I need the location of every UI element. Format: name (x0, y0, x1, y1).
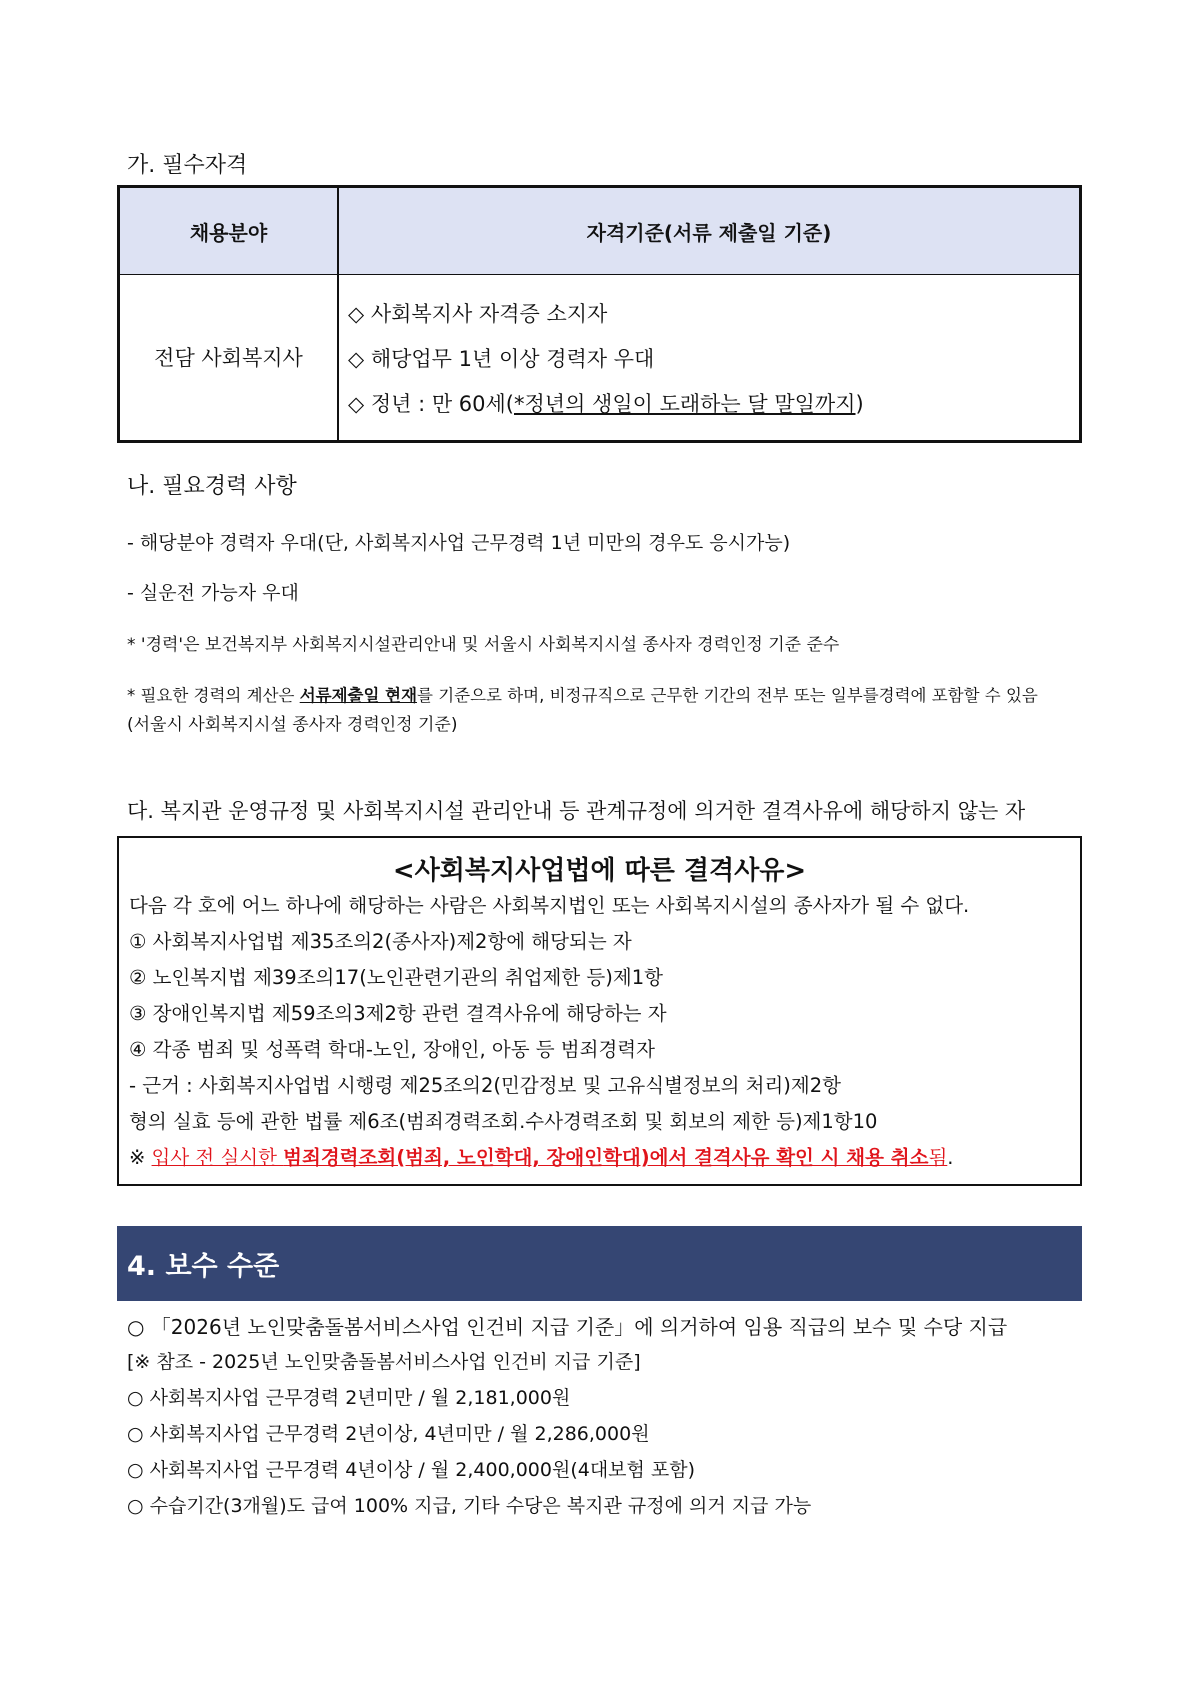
section-4-title: 4. 보수 수준 (127, 1251, 280, 1282)
disq-line: ③ 장애인복지법 제59조의3제2항 관련 결격사유에 해당하는 자 (129, 1002, 667, 1025)
disqualification-box (117, 836, 1082, 1186)
career-item: - 해당분야 경력자 우대(단, 사회복지사업 근무경력 1년 미만의 경우도 응시가능) (127, 532, 791, 554)
pay-line: ○ 사회복지사업 근무경력 4년이상 / 월 2,400,000원(4대보험 포함) (127, 1459, 696, 1481)
note2-suffix: 를 기준으로 하며, 비정규직으로 근무한 기간의 전부 또는 일부를경력에 포함할 수 있음 (417, 686, 1038, 705)
pay-line: ○ 사회복지사업 근무경력 2년이상, 4년미만 / 월 2,286,000원 (127, 1423, 650, 1445)
warn-plain: 입사 전 실시한 (151, 1146, 284, 1169)
section-da-title: 다. 복지관 운영규정 및 사회복지시설 관리안내 등 관계규정에 의거한 결격사유에 해당하지 않는 자 (127, 799, 1026, 823)
pay-line: ○ 수습기간(3개월)도 급여 100% 지급, 기타 수당은 복지관 규정에 의거 지급 가능 (127, 1495, 812, 1517)
disqualification-title: <사회복지사업법에 따른 결격사유> (392, 856, 807, 886)
disq-line: 형의 실효 등에 관한 법률 제6조(범죄경력조회.수사경력조회 및 회보의 제한 등)제1항10 (129, 1110, 878, 1133)
warn-end: 됨 (928, 1146, 948, 1169)
pay-line: [※ 참조 - 2025년 노인맞춤돌봄서비스사업 인건비 지급 기준] (127, 1351, 641, 1373)
pay-line: ○ 「2026년 노인맞춤돌봄서비스사업 인건비 지급 기준」에 의거하여 임용 직급의 보수 및 수당 지급 (127, 1315, 1008, 1339)
warn-bold: 범죄경력조회(범죄, 노인학대, 장애인학대)에서 결격사유 확인 시 채용 취소 (283, 1146, 929, 1169)
disq-warning (129, 1142, 954, 1170)
section-ga-title: 가. 필수자격 (127, 153, 248, 178)
section-na-title: 나. 필요경력 사항 (127, 474, 297, 499)
criteria-age-note: *정년의 생일이 도래하는 달 말일까지 (514, 392, 856, 416)
table-header-criteria: 자격기준(서류 제출일 기준) (586, 220, 832, 245)
career-item: - 실운전 가능자 우대 (127, 582, 299, 604)
career-note: * '경력'은 보건복지부 사회복지시설관리안내 및 서울시 사회복지시설 종사자 경력인정 기준 준수 (127, 635, 840, 655)
note2-emphasis: 서류제출일 현재 (299, 686, 418, 705)
career-note (127, 682, 1038, 706)
criteria-age-suffix: ) (855, 392, 864, 416)
section-4-header (117, 1226, 1082, 1301)
criteria-age-prefix: ◇ 정년 : 만 60세( (348, 392, 514, 416)
disq-line: - 근거 : 사회복지사업법 시행령 제25조의2(민감정보 및 고유식별정보의 처리)제2항 (129, 1074, 841, 1097)
warn-mark: ※ (129, 1146, 152, 1169)
criteria-item: ◇ 해당업무 1년 이상 경력자 우대 (348, 347, 655, 371)
criteria-item-age (348, 388, 864, 418)
disq-line: 다음 각 호에 어느 하나에 해당하는 사람은 사회복지법인 또는 사회복지시설의 종사자가 될 수 없다. (129, 894, 970, 917)
disq-line: ④ 각종 범죄 및 성폭력 학대-노인, 장애인, 아동 등 범죄경력자 (129, 1038, 655, 1061)
warn-dot: . (947, 1146, 954, 1169)
table-header-field: 채용분야 (189, 220, 268, 245)
note2-prefix: * 필요한 경력의 계산은 (127, 686, 300, 705)
pay-line: ○ 사회복지사업 근무경력 2년미만 / 월 2,181,000원 (127, 1387, 571, 1409)
qualification-table (117, 185, 1082, 443)
disq-line: ② 노인복지법 제39조의17(노인관련기관의 취업제한 등)제1항 (129, 966, 663, 989)
disq-line: ① 사회복지사업법 제35조의2(종사자)제2항에 해당되는 자 (129, 930, 632, 953)
criteria-item: ◇ 사회복지사 자격증 소지자 (348, 302, 608, 326)
table-cell-field: 전담 사회복지사 (154, 346, 303, 370)
career-note: (서울시 사회복지시설 종사자 경력인정 기준) (127, 715, 458, 735)
